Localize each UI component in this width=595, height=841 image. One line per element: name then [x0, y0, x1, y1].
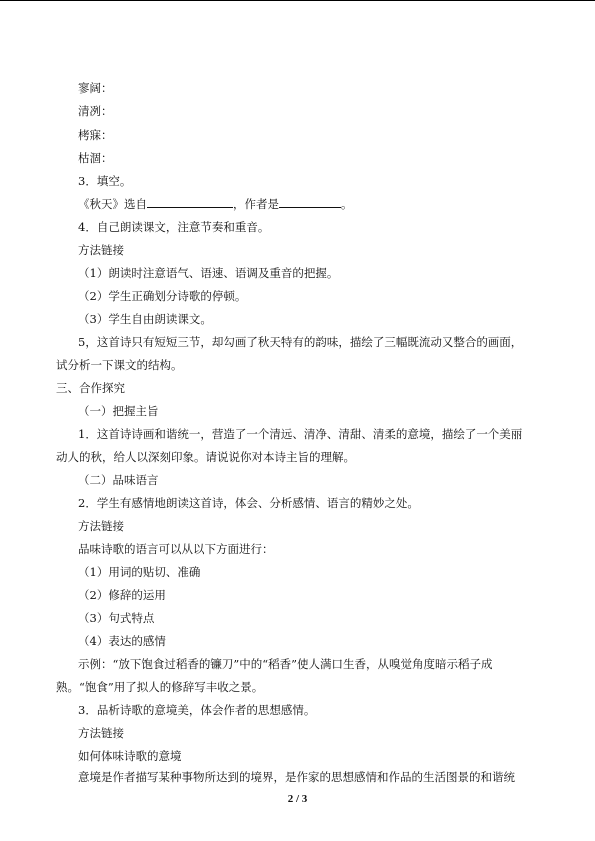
- vocab-item: 栲寐：: [78, 128, 113, 142]
- question-text-continuation: 动人的秋，给人以深刻印象。请说说你对本诗主旨的理解。: [56, 450, 355, 464]
- answer-blank-source[interactable]: [147, 196, 233, 208]
- method-item: （1）朗读时注意语气、语速、语调及重音的把握。: [78, 266, 339, 280]
- subsection-heading: （一）把握主旨: [78, 404, 159, 418]
- method-link-heading: 方法链接: [78, 726, 124, 740]
- paragraph-heading: 如何体味诗歌的意境: [78, 749, 182, 763]
- section-heading: 三、合作探究: [56, 381, 125, 395]
- method-item: （4）表达的感情: [78, 634, 166, 648]
- example-text: 示例：“放下饱食过稻香的镰刀”中的“稻香”使人满口生香，从嗅觉角度暗示稻子成: [78, 657, 493, 671]
- method-item: （3）学生自由朗读课文。: [78, 312, 212, 326]
- method-item: （1）用词的贴切、准确: [78, 565, 201, 579]
- method-item: （2）修辞的运用: [78, 588, 166, 602]
- question-text: 3．品析诗歌的意境美，体会作者的思想感情。: [78, 703, 316, 717]
- method-item: （3）句式特点: [78, 611, 155, 625]
- fill-in-blank-question: [78, 196, 353, 212]
- paragraph-text: 意境是作者描写某种事物所达到的境界，是作家的思想感情和作品的生活图景的和谐统: [78, 770, 515, 784]
- method-link-heading: 方法链接: [78, 243, 124, 257]
- question-heading: 3．填空。: [78, 174, 132, 188]
- vocab-item: 枯涸：: [78, 151, 113, 165]
- question-text: 5，这首诗只有短短三节，却勾画了秋天特有的韵味，描绘了三幅既流动又整合的画面，: [78, 335, 523, 349]
- vocab-item: 清冽：: [78, 104, 113, 118]
- question-text: 1．这首诗诗画和谐统一，营造了一个清远、清净、清甜、清柔的意境，描绘了一个美丽: [78, 427, 523, 441]
- fill-blank-text-1: 《秋天》选自: [78, 197, 147, 211]
- method-item: （2）学生正确划分诗歌的停顿。: [78, 289, 247, 303]
- fill-blank-text-3: 。: [341, 197, 353, 211]
- answer-blank-author[interactable]: [279, 196, 341, 208]
- question-text-continuation: 试分析一下课文的结构。: [56, 358, 183, 372]
- vocab-item: 寥阔：: [78, 81, 113, 95]
- fill-blank-text-2: ，作者是: [233, 197, 279, 211]
- question-text: 2．学生有感情地朗读这首诗，体会、分析感情、语言的精妙之处。: [78, 496, 419, 510]
- method-link-heading: 方法链接: [78, 519, 124, 533]
- paragraph-text: 品味诗歌的语言可以从以下方面进行：: [78, 542, 274, 556]
- example-text-continuation: 熟。“饱食”用了拟人的修辞写丰收之景。: [56, 680, 264, 694]
- subsection-heading: （二）品味语言: [78, 473, 159, 487]
- question-text: 4．自己朗读课文，注意节奏和重音。: [78, 220, 270, 234]
- page-number: 2 / 3: [287, 793, 308, 805]
